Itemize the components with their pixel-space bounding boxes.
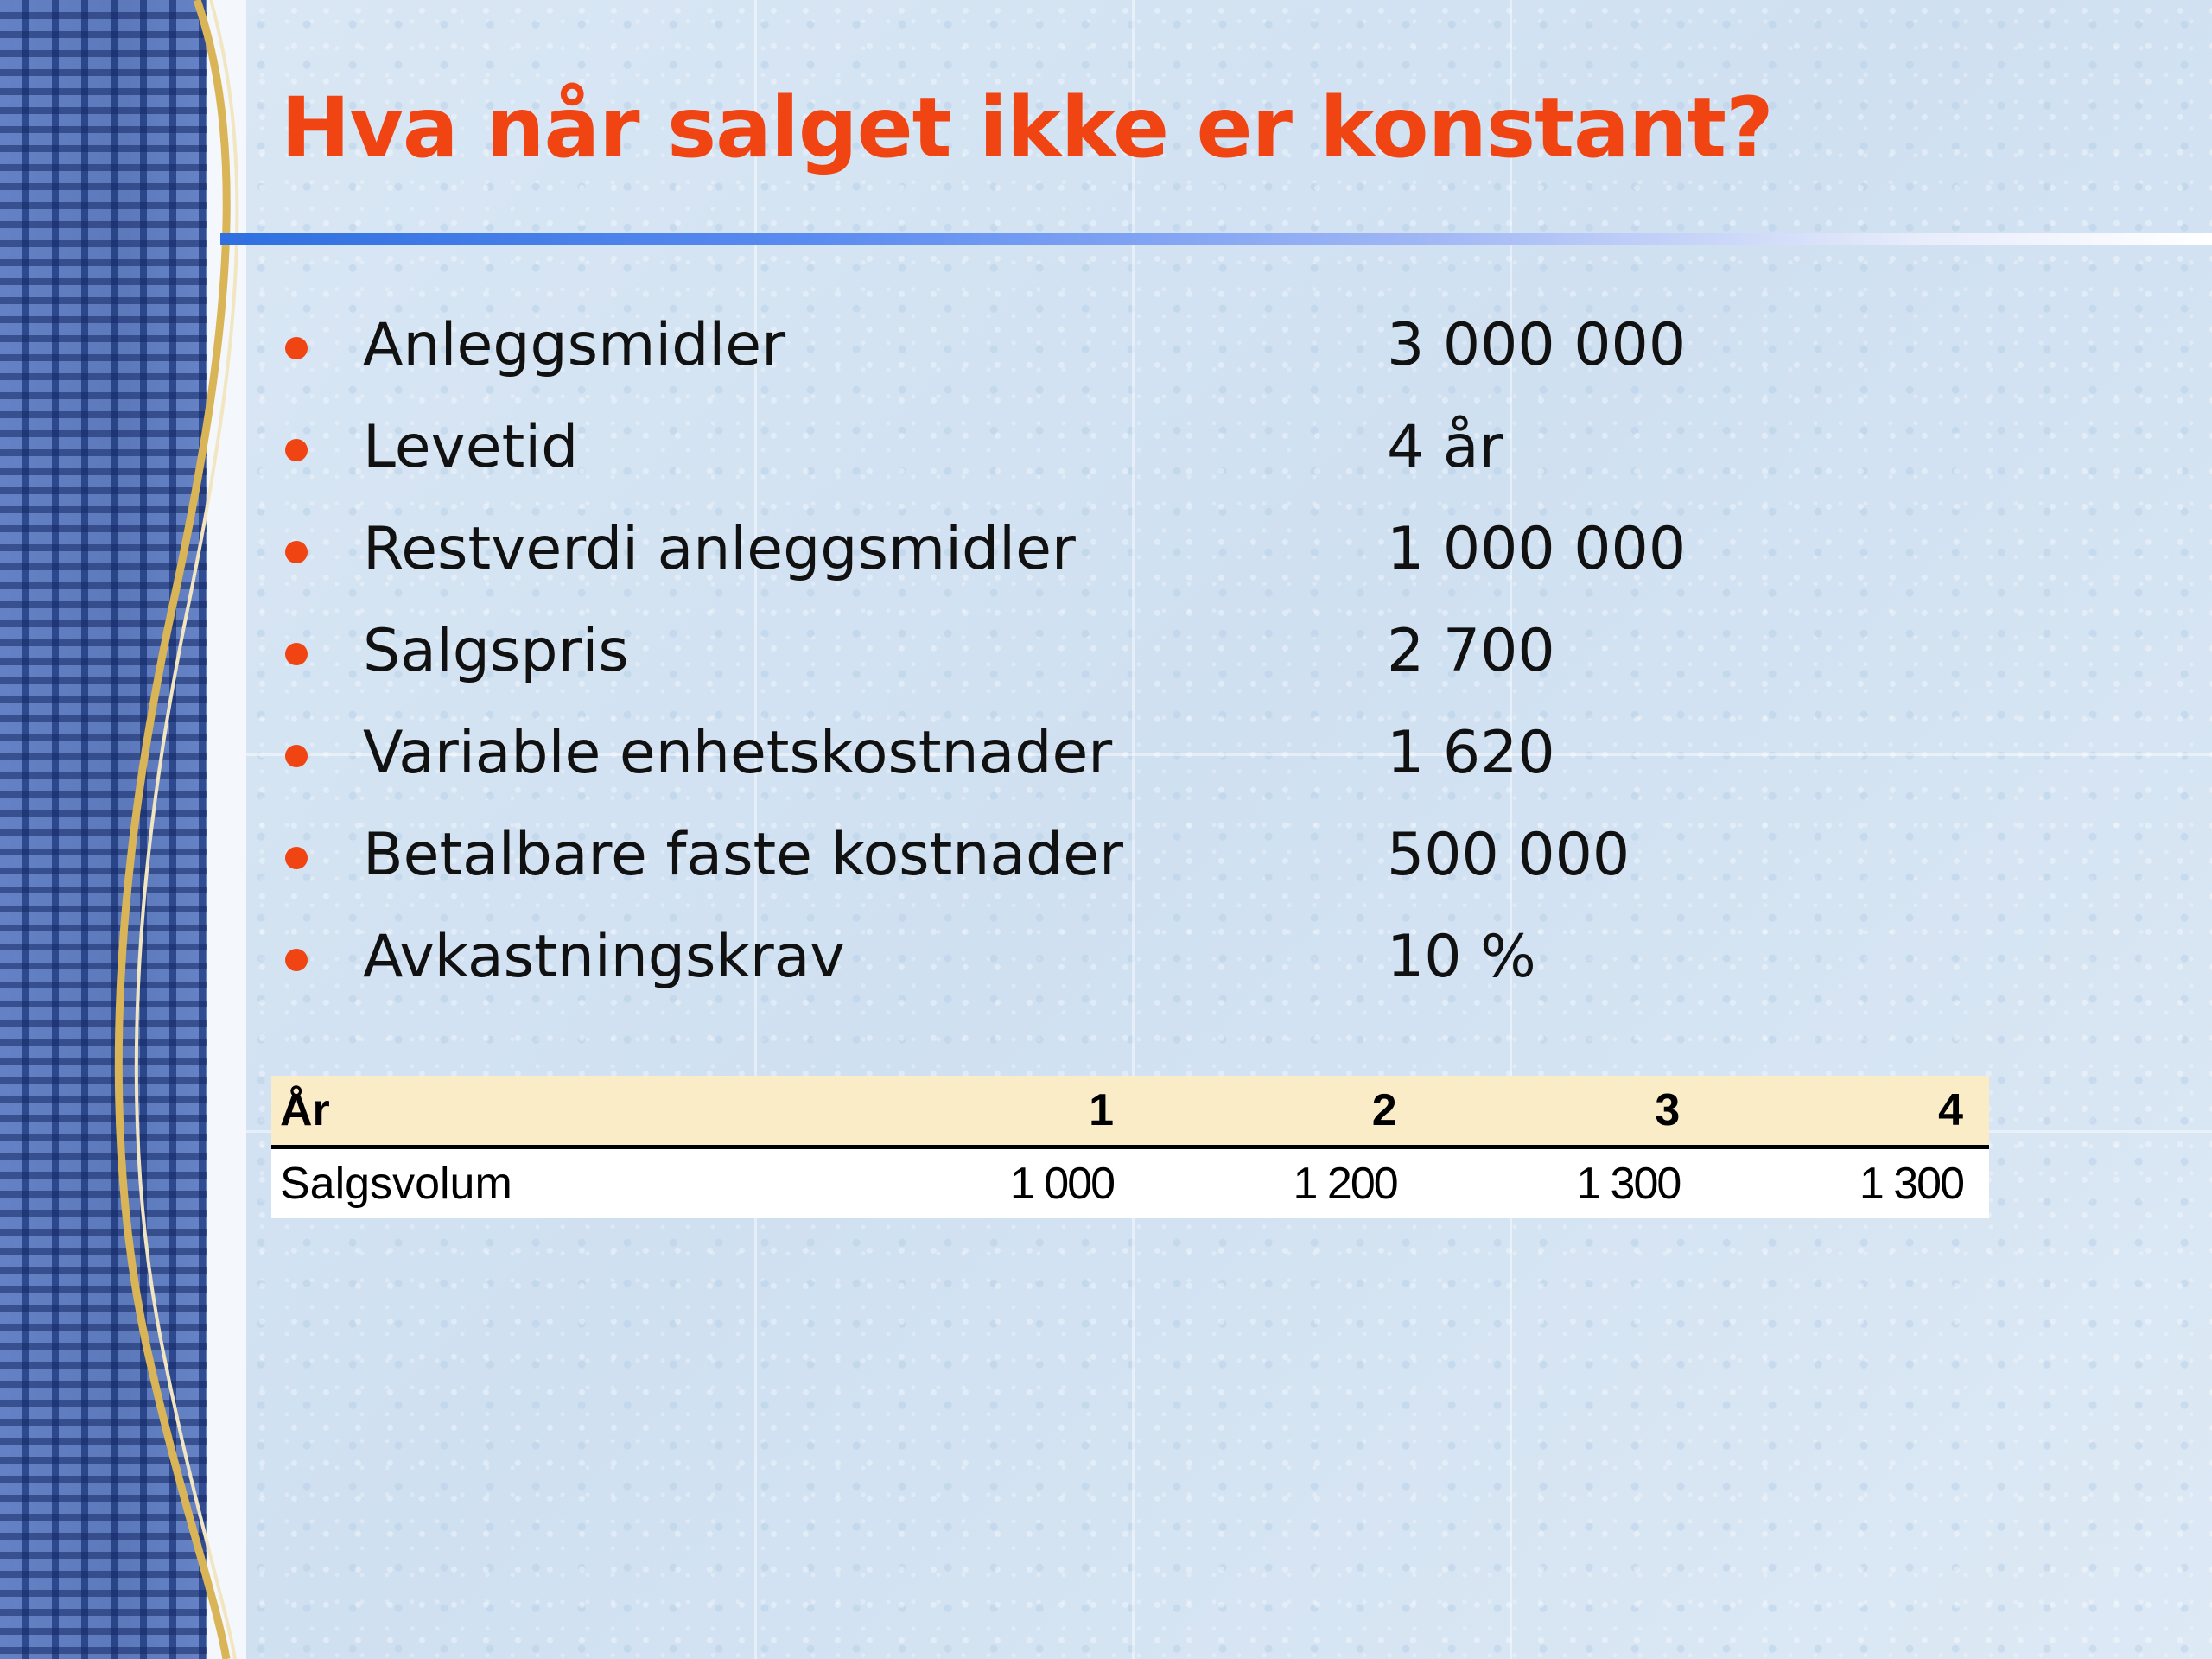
- table-cell: 1 200: [1140, 1147, 1423, 1219]
- bullet-value: 2 700: [1387, 617, 1555, 685]
- bullet-list: [281, 302, 1836, 1016]
- bullet-icon: [285, 541, 308, 563]
- bullet-icon: [285, 643, 308, 665]
- sales-volume-table: [271, 1076, 1989, 1218]
- bullet-value: 1 000 000: [1387, 515, 1687, 583]
- bullet-label: Salgspris: [363, 617, 629, 685]
- list-item: [281, 506, 1836, 608]
- table-header-cell: 4: [1706, 1076, 1989, 1147]
- bullet-label: Anleggsmidler: [363, 311, 786, 379]
- title-underline: [220, 233, 2212, 245]
- list-item: [281, 812, 1836, 914]
- list-item: [281, 914, 1836, 1016]
- bullet-label: Restverdi anleggsmidler: [363, 515, 1076, 583]
- bullet-value: 500 000: [1387, 821, 1630, 889]
- bullet-icon: [285, 337, 308, 359]
- table-row: [271, 1147, 1989, 1219]
- bullet-value: 3 000 000: [1387, 311, 1687, 379]
- table-header-cell: 2: [1140, 1076, 1423, 1147]
- gold-swoosh-decoration: [0, 0, 259, 1659]
- list-item: [281, 710, 1836, 812]
- table-cell: 1 000: [856, 1147, 1140, 1219]
- bullet-value: 1 620: [1387, 719, 1555, 787]
- bullet-value: 10 %: [1387, 923, 1536, 991]
- bullet-icon: [285, 949, 308, 971]
- bullet-icon: [285, 439, 308, 461]
- table-header-row: [271, 1076, 1989, 1147]
- bullet-label: Betalbare faste kostnader: [363, 821, 1123, 889]
- bullet-label: Levetid: [363, 413, 579, 481]
- bullet-icon: [285, 745, 308, 767]
- bullet-icon: [285, 847, 308, 869]
- table-header-cell: 3: [1423, 1076, 1707, 1147]
- bullet-label: Avkastningskrav: [363, 923, 845, 991]
- table-header-year: År: [271, 1076, 856, 1147]
- bullet-label: Variable enhetskostnader: [363, 719, 1113, 787]
- list-item: [281, 608, 1836, 710]
- slide-title: Hva når salget ikke er konstant?: [281, 79, 1773, 176]
- table-row-label: Salgsvolum: [271, 1147, 856, 1219]
- list-item: [281, 404, 1836, 506]
- table-cell: 1 300: [1423, 1147, 1707, 1219]
- table-cell: 1 300: [1706, 1147, 1989, 1219]
- bullet-value: 4 år: [1387, 413, 1503, 481]
- table-header-cell: 1: [856, 1076, 1140, 1147]
- list-item: [281, 302, 1836, 404]
